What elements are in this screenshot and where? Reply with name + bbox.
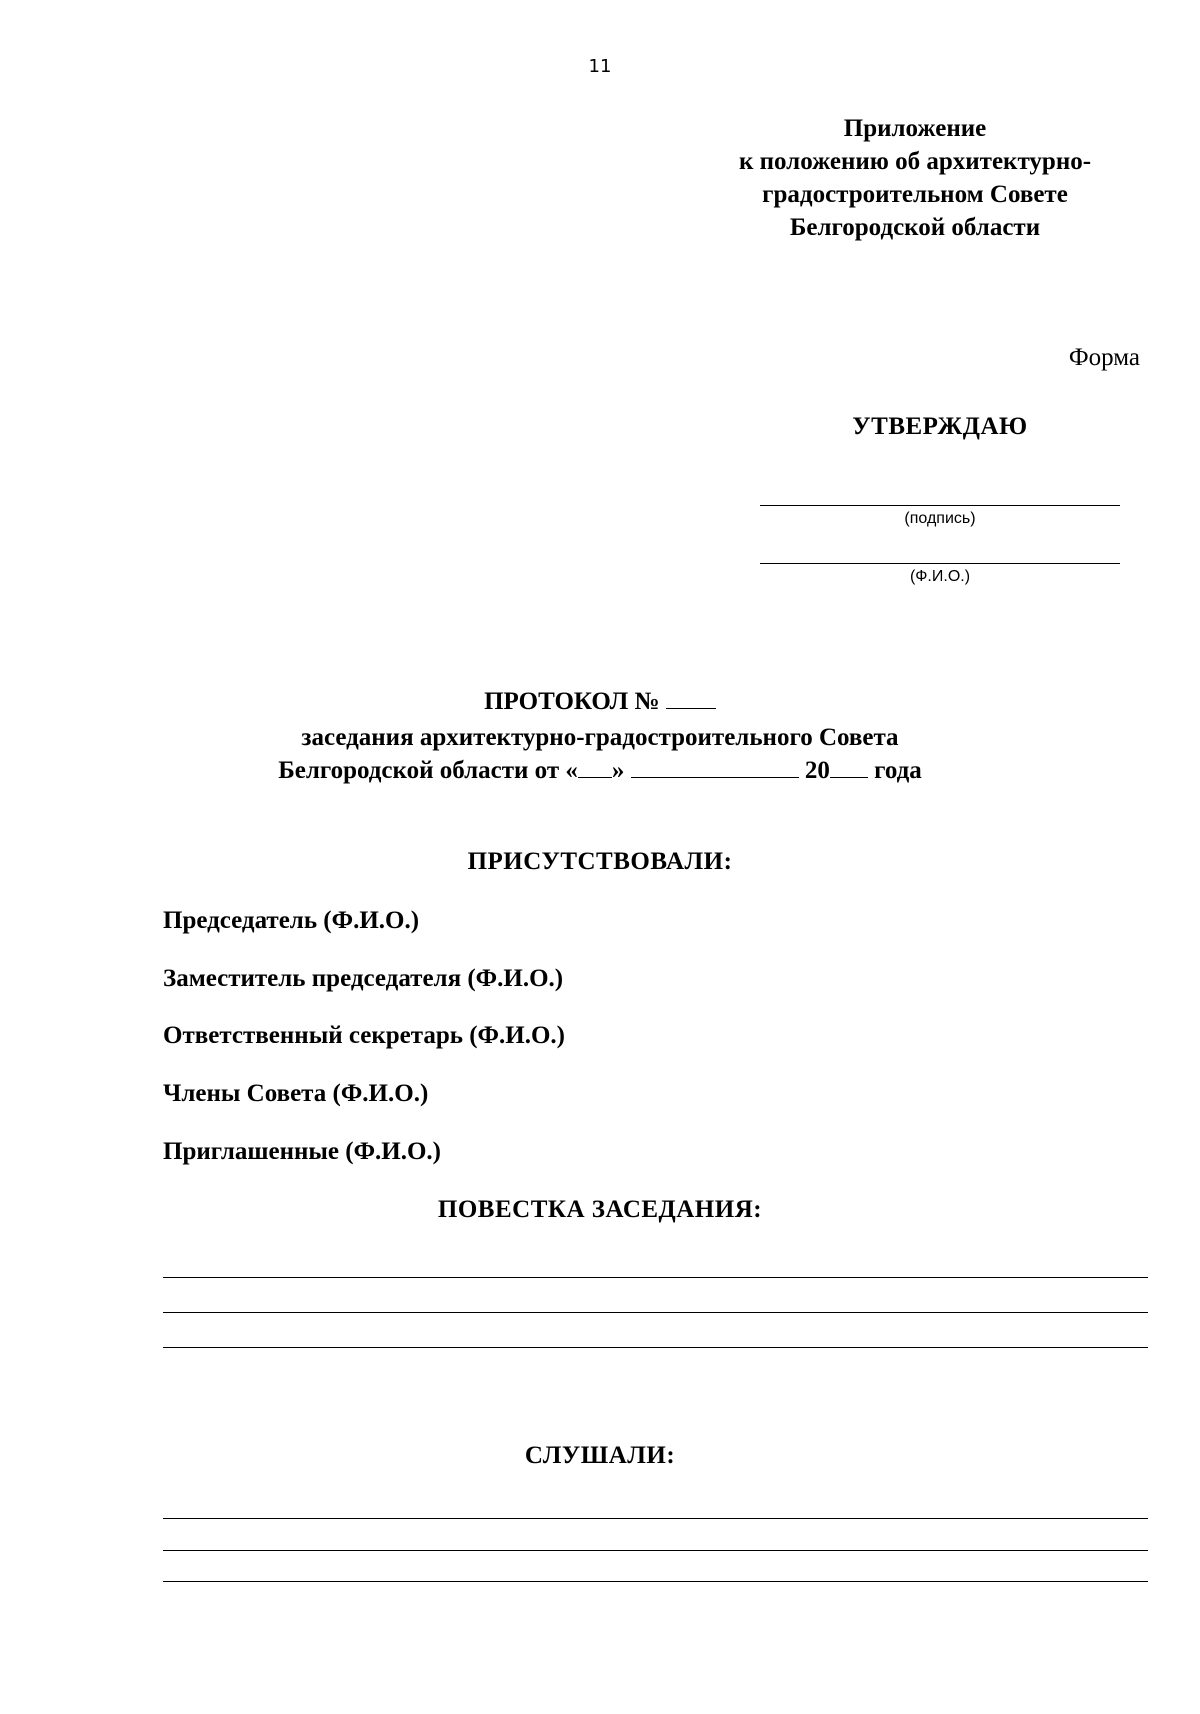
name-line[interactable] [760, 563, 1120, 564]
present-heading: ПРИСУТСТВОВАЛИ: [467, 848, 733, 875]
quote-close: » [611, 757, 625, 784]
heard-line[interactable] [163, 1550, 1148, 1551]
appendix-line: Приложение [843, 115, 987, 142]
year-prefix: 20 [804, 757, 830, 784]
agenda-heading: ПОВЕСТКА ЗАСЕДАНИЯ: [437, 1196, 763, 1223]
year-suffix: года [874, 757, 922, 784]
attendee-secretary: Ответственный секретарь (Ф.И.О.) [163, 1022, 565, 1049]
attendee-chairman: Председатель (Ф.И.О.) [163, 907, 420, 934]
signature-caption: (подпись) [904, 510, 976, 527]
year-blank[interactable] [830, 757, 868, 778]
form-label: Форма [1068, 344, 1140, 371]
attendee-deputy: Заместитель председателя (Ф.И.О.) [163, 965, 564, 992]
approval-title: УТВЕРЖДАЮ [852, 413, 1028, 440]
protocol-date-line [0, 757, 1200, 785]
signature-line[interactable] [760, 505, 1120, 506]
appendix-line: градостроительном Совете [762, 181, 1068, 208]
protocol-subtitle: заседания архитектурно-градостроительного Совета [301, 724, 899, 751]
protocol-title-line [0, 688, 1200, 716]
appendix-header [660, 112, 1170, 244]
agenda-line[interactable] [163, 1277, 1148, 1278]
heard-line[interactable] [163, 1581, 1148, 1582]
heard-heading: СЛУШАЛИ: [524, 1442, 676, 1469]
heard-line[interactable] [163, 1518, 1148, 1519]
appendix-line: к положению об архитектурно- [738, 148, 1092, 175]
day-blank[interactable] [578, 757, 612, 778]
attendee-invited: Приглашенные (Ф.И.О.) [163, 1138, 442, 1165]
agenda-line[interactable] [163, 1312, 1148, 1313]
name-caption: (Ф.И.О.) [909, 568, 971, 585]
appendix-line: Белгородской области [789, 214, 1041, 241]
protocol-title: ПРОТОКОЛ № [484, 688, 660, 715]
month-blank[interactable] [631, 757, 799, 778]
attendee-members: Члены Совета (Ф.И.О.) [163, 1080, 429, 1107]
agenda-line[interactable] [163, 1347, 1148, 1348]
protocol-number-blank[interactable] [666, 688, 716, 709]
protocol-date-prefix: Белгородской области от « [278, 757, 578, 784]
page-number: 11 [588, 56, 612, 77]
